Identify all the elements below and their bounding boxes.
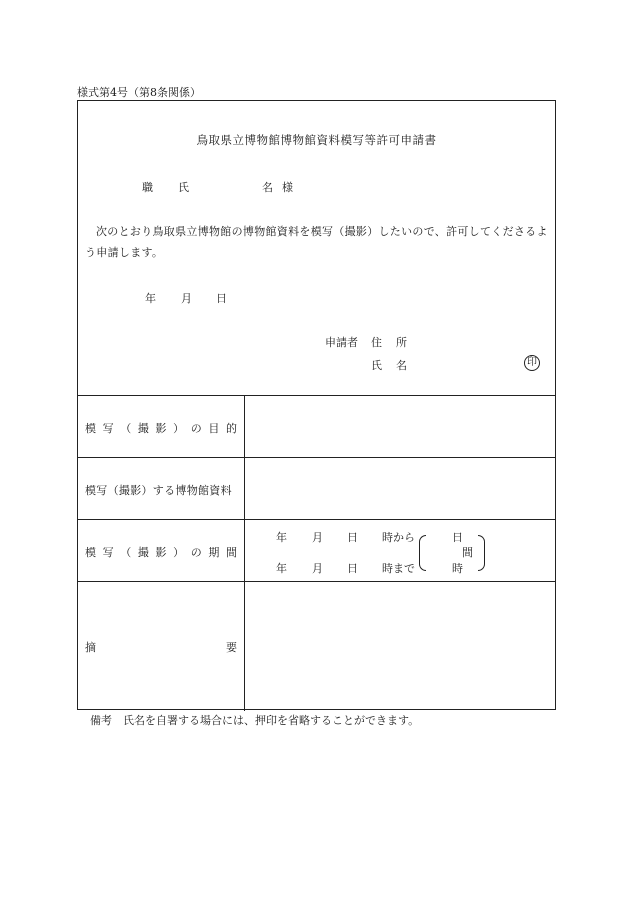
applicant-address-label-1: 住: [371, 336, 382, 349]
row-label-purpose: 模 写 （ 撮 影 ） の 目 的: [85, 422, 237, 435]
date-month: 月: [181, 292, 192, 305]
row-label-remarks: 摘 要: [85, 641, 237, 654]
row-label-material: 模写（撮影）する博物館資料: [85, 484, 232, 497]
applicant-label: 申請者: [325, 336, 358, 349]
material-value-cell[interactable]: [246, 459, 554, 517]
applicant-address-label-2: 所: [396, 336, 407, 349]
request-text: 次のとおり鳥取県立博物館の博物館資料を模写（撮影）したいので、許可してくださるよう申請します。: [85, 225, 548, 259]
footnote: 備考 氏名を自署する場合には、押印を省略することができます。: [90, 714, 420, 727]
applicant-name-label-2: 名: [396, 359, 407, 372]
seal-mark-icon: 印: [524, 355, 540, 371]
table-divider: [78, 395, 555, 396]
application-form: [77, 100, 556, 710]
duration-between: 間: [462, 546, 473, 559]
period-end-month: 月: [312, 562, 323, 575]
purpose-value-cell[interactable]: [246, 397, 554, 455]
addressee-shoku: 職: [142, 181, 153, 194]
date-day: 日: [216, 292, 227, 305]
addressee-shi: 氏: [178, 181, 189, 194]
period-start-year: 年: [276, 531, 287, 544]
row-label-period: 模 写 （ 撮 影 ） の 期 間: [85, 546, 237, 559]
left-bracket-icon: [419, 535, 426, 571]
right-bracket-icon: [478, 535, 485, 571]
duration-hours: 時: [452, 562, 463, 575]
remarks-value-cell[interactable]: [246, 583, 554, 709]
addressee-mei: 名: [262, 181, 273, 194]
period-end-year: 年: [276, 562, 287, 575]
period-start-month: 月: [312, 531, 323, 544]
period-start-day: 日: [347, 531, 358, 544]
period-end-day: 日: [347, 562, 358, 575]
form-number-label: 様式第4号（第8条関係）: [77, 86, 201, 99]
applicant-name-label-1: 氏: [371, 359, 382, 372]
table-divider: [78, 519, 555, 520]
period-start-hour: 時から: [382, 531, 415, 544]
table-column-divider: [244, 395, 245, 711]
period-end-hour: 時まで: [382, 562, 415, 575]
table-divider: [78, 457, 555, 458]
addressee-sama: 様: [282, 181, 293, 194]
date-year: 年: [145, 292, 156, 305]
form-title: 鳥取県立博物館博物館資料模写等許可申請書: [196, 133, 437, 147]
table-divider: [78, 581, 555, 582]
duration-days: 日: [452, 531, 463, 544]
